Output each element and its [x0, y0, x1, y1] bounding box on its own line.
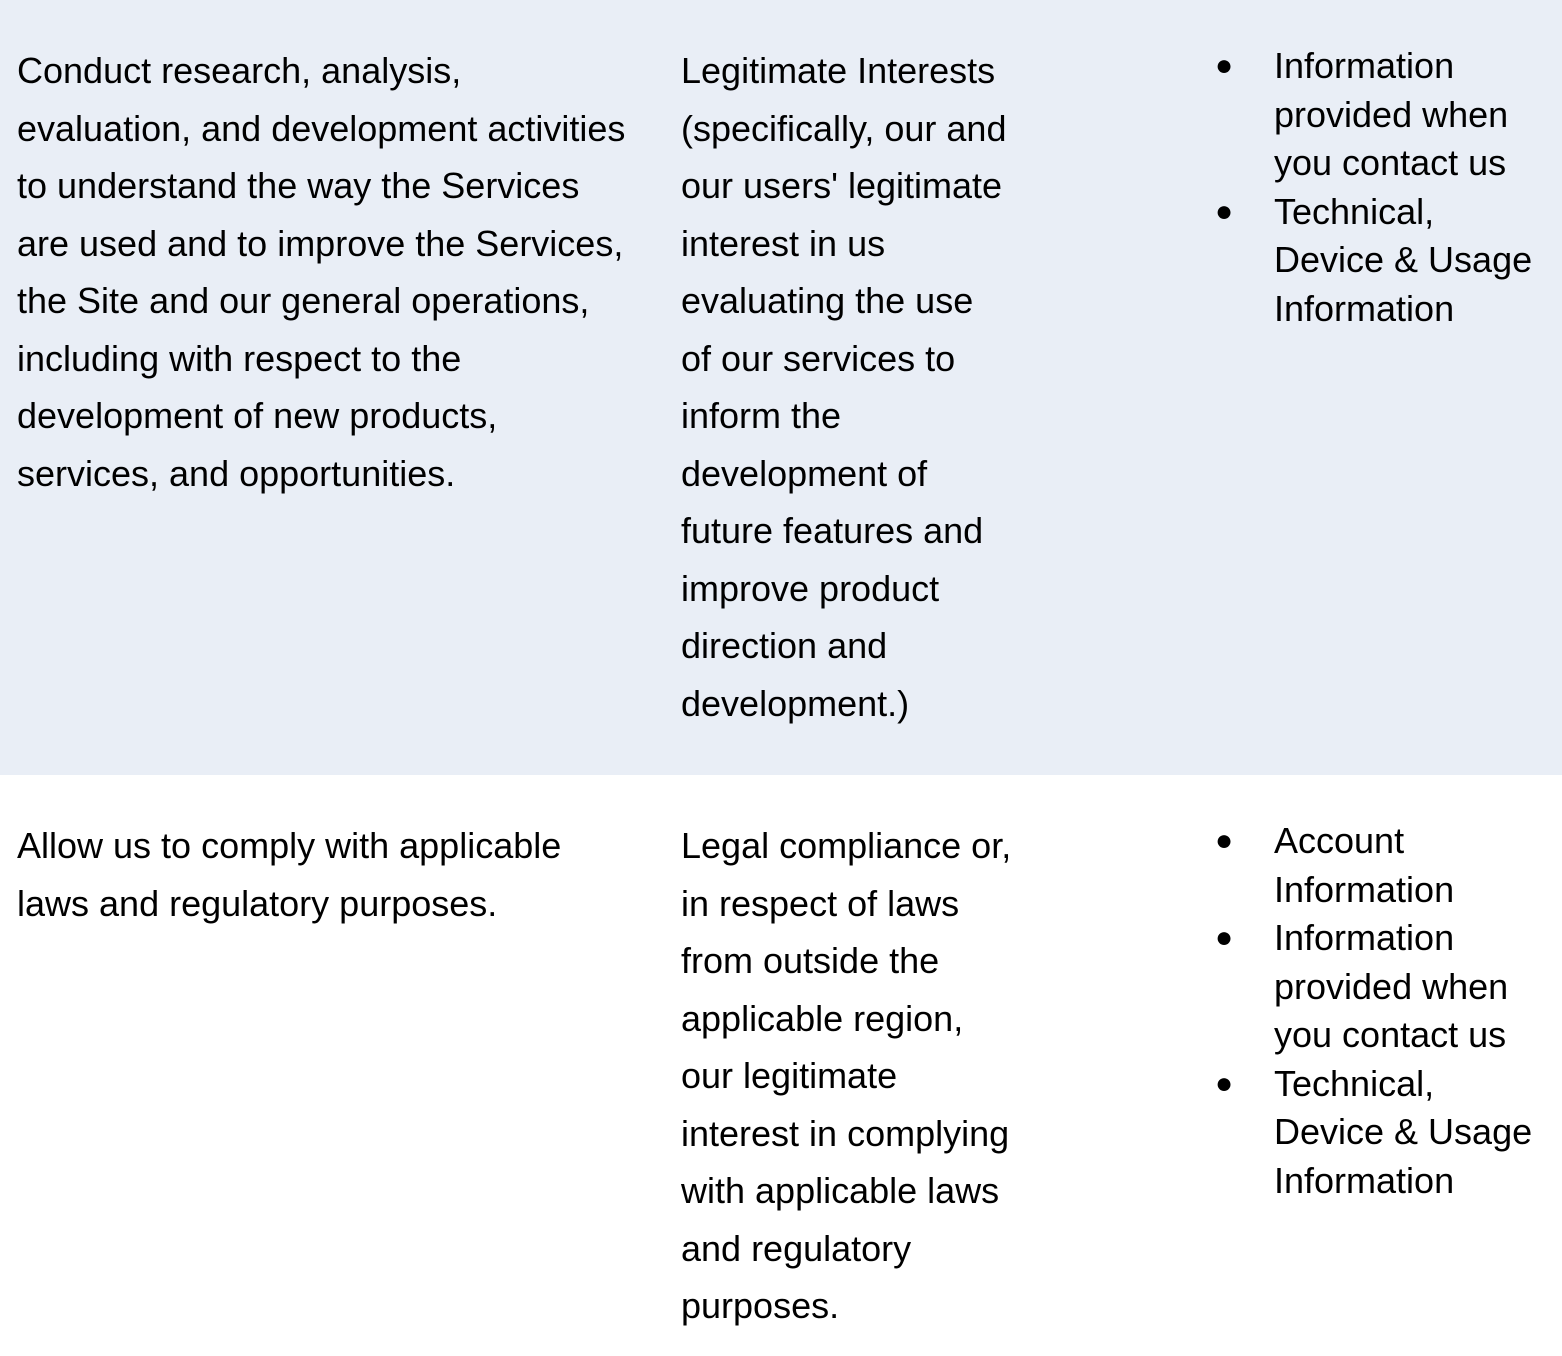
purpose-cell	[17, 817, 657, 932]
basis-line: Legitimate Interests	[681, 50, 996, 91]
purpose-line: evaluation, and development activities	[17, 107, 626, 149]
basis-line: in respect of laws	[681, 882, 960, 924]
bullet-icon: ●	[1215, 1066, 1234, 1100]
purpose-line: laws and regulatory purposes.	[17, 882, 498, 924]
list-item-line: Device & Usage	[1274, 1111, 1533, 1152]
basis-line: and regulatory	[681, 1227, 912, 1269]
basis-line: future features and	[681, 510, 984, 551]
purpose-line: including with respect to the	[17, 337, 462, 379]
basis-line: purposes.	[681, 1285, 840, 1326]
list-item-line: Information	[1274, 868, 1455, 910]
basis-line: of our services to	[681, 337, 956, 379]
purpose-line: Allow us to comply with applicable	[17, 825, 562, 866]
basis-line: interest in us	[681, 222, 886, 264]
purpose-line: development of new products,	[17, 395, 498, 436]
list-item	[1205, 188, 1555, 334]
list-item-line: Information	[1274, 917, 1455, 958]
legal-basis-cell	[681, 42, 1031, 732]
data-categories-list	[1205, 42, 1555, 333]
purpose-cell	[17, 42, 657, 502]
list-item-line: Account	[1274, 820, 1405, 861]
basis-line: interest in complying	[681, 1112, 1010, 1154]
basis-line: improve product	[681, 567, 940, 609]
bullet-icon: ●	[1215, 921, 1234, 954]
purpose-line: are used and to improve the Services,	[17, 222, 624, 264]
list-item-line: provided when	[1274, 93, 1509, 135]
basis-line: applicable region,	[681, 997, 964, 1039]
purpose-line: services, and opportunities.	[17, 452, 456, 494]
list-item-line: Technical,	[1274, 1062, 1435, 1104]
basis-line: our users' legitimate	[681, 165, 1003, 206]
basis-line: from outside the	[681, 940, 940, 981]
list-item	[1205, 817, 1555, 914]
list-item	[1205, 914, 1555, 1060]
basis-line: (specifically, our and	[681, 107, 1007, 149]
basis-line: direction and	[681, 625, 888, 666]
bullet-icon: ●	[1215, 49, 1234, 82]
list-item-line: Technical,	[1274, 190, 1435, 232]
basis-line: our legitimate	[681, 1055, 898, 1096]
data-categories-cell	[1205, 817, 1555, 1205]
data-categories-list	[1205, 817, 1555, 1205]
basis-line: evaluating the use	[681, 280, 974, 321]
basis-line: Legal compliance or,	[681, 825, 1012, 866]
list-item-line: Information	[1274, 1159, 1455, 1201]
bullet-icon: ●	[1215, 824, 1234, 857]
basis-line: development.)	[681, 682, 910, 724]
purpose-line: to understand the way the Services	[17, 165, 580, 206]
basis-line: with applicable laws	[681, 1170, 1000, 1211]
table-row	[0, 775, 1562, 1356]
list-item-line: you contact us	[1274, 1014, 1507, 1055]
list-item	[1205, 42, 1555, 188]
list-item-line: Information	[1274, 287, 1455, 329]
bullet-icon: ●	[1215, 194, 1234, 228]
legal-basis-cell	[681, 817, 1031, 1335]
purpose-line: Conduct research, analysis,	[17, 50, 462, 91]
basis-line: inform the	[681, 395, 842, 436]
list-item-line: provided when	[1274, 965, 1509, 1007]
list-item-line: Information	[1274, 45, 1455, 86]
purpose-line: the Site and our general operations,	[17, 280, 590, 321]
list-item-line: you contact us	[1274, 142, 1507, 183]
basis-line: development of	[681, 452, 928, 494]
list-item	[1205, 1060, 1555, 1206]
list-item-line: Device & Usage	[1274, 239, 1533, 280]
data-categories-cell	[1205, 42, 1555, 333]
